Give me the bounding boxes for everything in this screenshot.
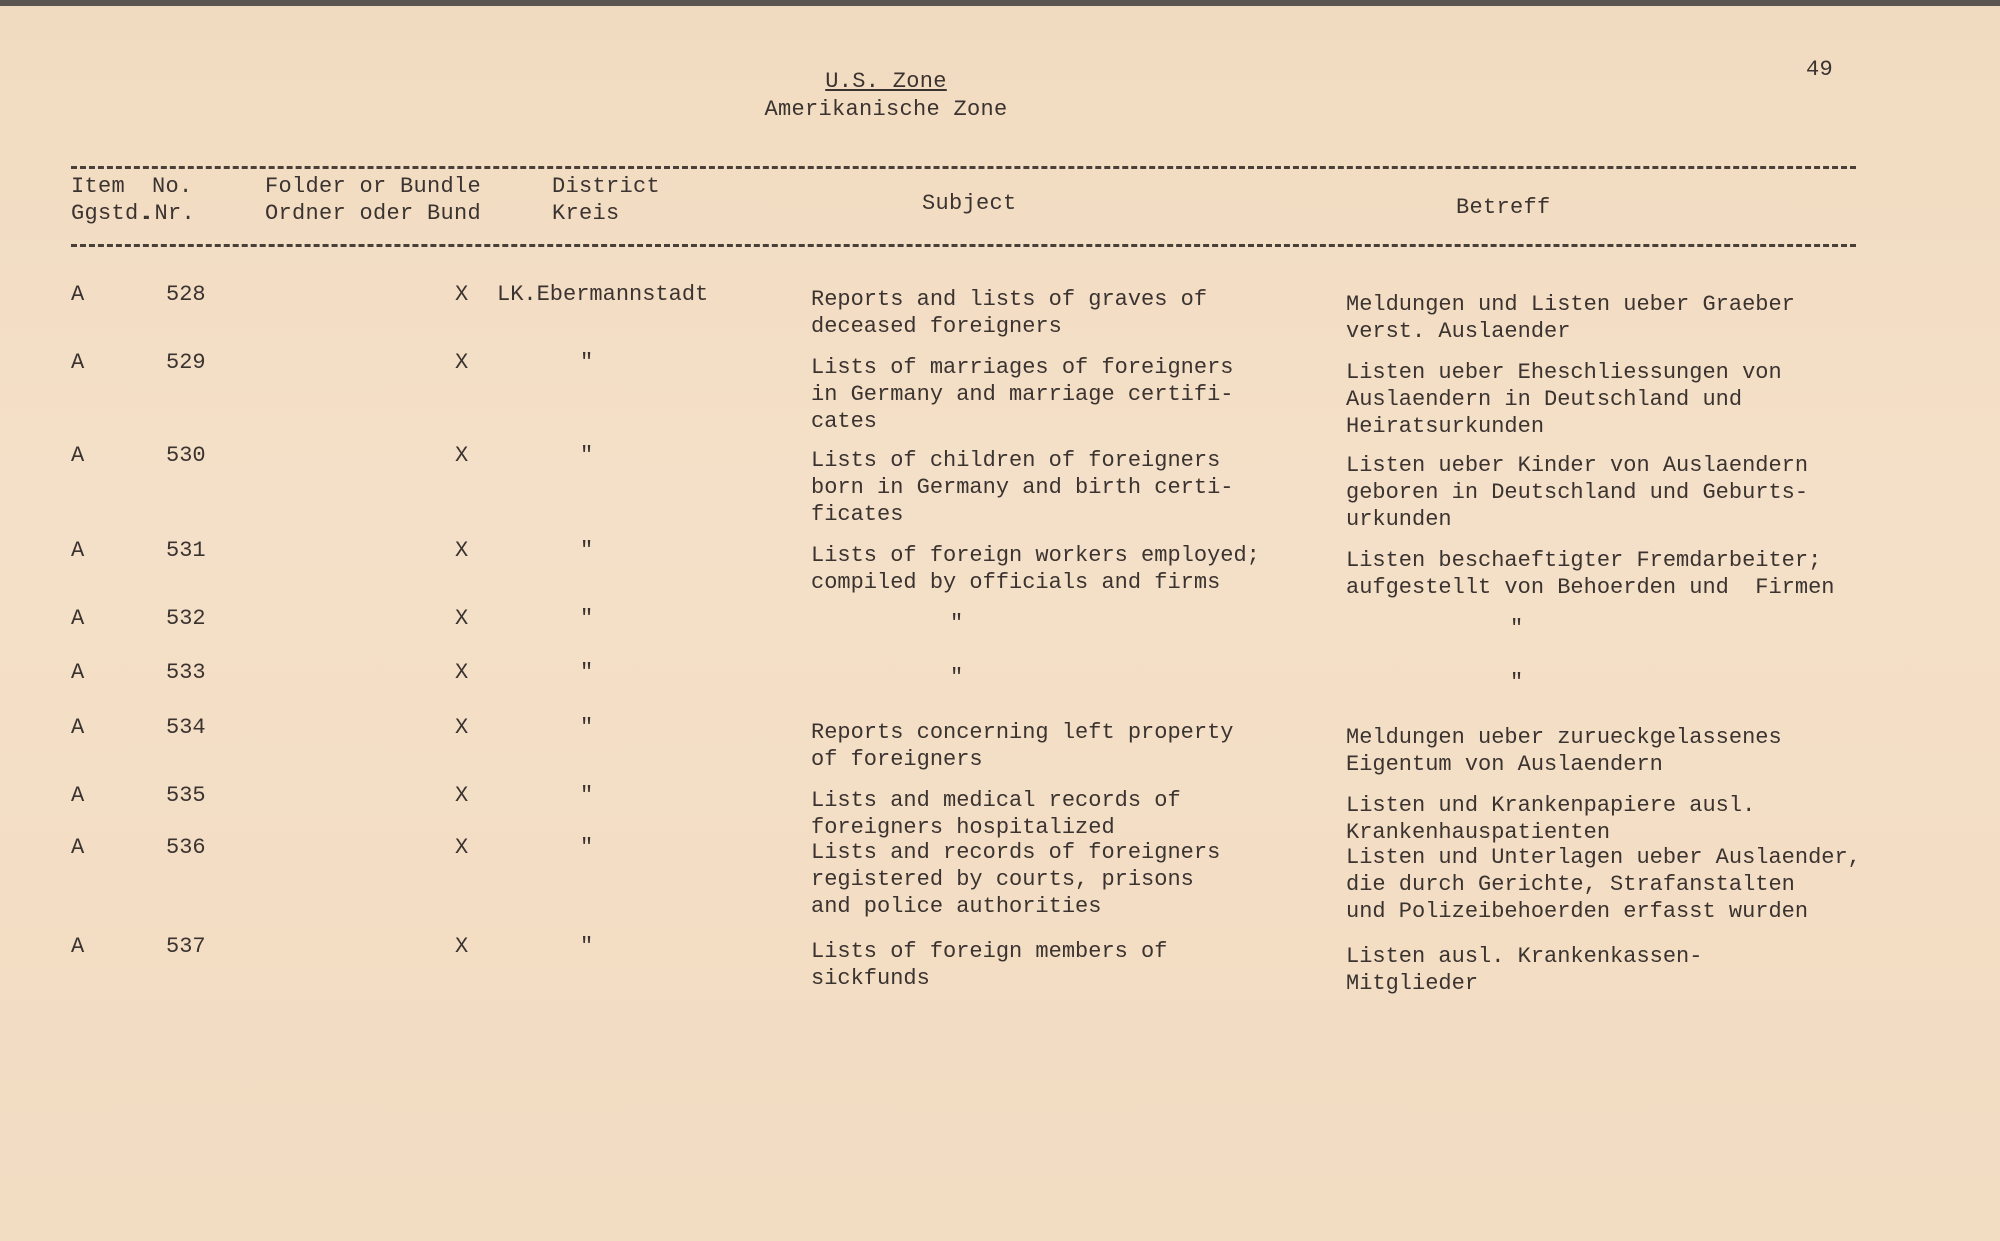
cell-district: " (580, 783, 594, 808)
cell-subject: Lists of foreign members of sickfunds (811, 939, 1168, 991)
cell-district: " (580, 660, 594, 685)
cell-betreff: Meldungen ueber zurueckgelassenes Eigentum von Auslaendern (1346, 725, 1782, 777)
cell-district: " (580, 606, 594, 631)
cell-district: " (580, 835, 594, 860)
header-subject: Subject (922, 191, 1017, 216)
cell-mark: X (455, 606, 469, 631)
header-bottom-rule (71, 244, 1856, 247)
cell-mark: X (455, 934, 469, 959)
cell-subject: Lists of children of foreigners born in Germany and birth certi- ficates (811, 448, 1234, 527)
cell-no: 534 (166, 715, 206, 740)
cell-betreff: Listen ueber Eheschliessungen von Auslaendern in Deutschland und Heiratsurkunden (1346, 360, 1782, 439)
cell-subject: " (950, 665, 964, 690)
cell-item: A (71, 606, 85, 631)
cell-item: A (71, 282, 85, 307)
header-top-rule (71, 166, 1856, 169)
header-district: District (552, 174, 661, 199)
cell-mark: X (455, 715, 469, 740)
header-no-de: .Nr. (141, 201, 196, 226)
header-district-de: Kreis (552, 201, 620, 226)
cell-item: A (71, 350, 85, 375)
cell-district: " (580, 443, 594, 468)
cell-subject: Lists and records of foreigners registered by courts, prisons and police authorities (811, 840, 1221, 919)
header-betreff: Betreff (1456, 195, 1551, 220)
cell-betreff: Listen und Krankenpapiere ausl. Krankenhauspatienten (1346, 793, 1756, 845)
cell-district: " (580, 715, 594, 740)
cell-item: A (71, 835, 85, 860)
cell-betreff: Listen ueber Kinder von Auslaendern geboren in Deutschland und Geburts- urkunden (1346, 453, 1809, 532)
cell-subject: Lists and medical records of foreigners hospitalized (811, 788, 1181, 840)
title-text: U.S. Zone (825, 69, 947, 94)
cell-betreff: Meldungen und Listen ueber Graeber verst. Auslaender (1346, 292, 1795, 344)
cell-no: 537 (166, 934, 206, 959)
cell-item: A (71, 538, 85, 563)
cell-district: LK.Ebermannstadt (497, 282, 709, 307)
header-item-de: Ggstd. (71, 201, 153, 226)
cell-subject: Lists of marriages of foreigners in Germany and marriage certifi- cates (811, 355, 1234, 434)
header-folder: Folder or Bundle (265, 174, 482, 199)
cell-no: 535 (166, 783, 206, 808)
cell-mark: X (455, 538, 469, 563)
header-folder-de: Ordner oder Bund (265, 201, 482, 226)
cell-subject: Reports and lists of graves of deceased foreigners (811, 287, 1208, 339)
cell-item: A (71, 934, 85, 959)
scan-top-edge (0, 0, 2000, 6)
cell-no: 530 (166, 443, 206, 468)
page-number: 49 (1806, 57, 1834, 82)
cell-item: A (71, 715, 85, 740)
cell-subject: " (950, 611, 964, 636)
page-subtitle: Amerikanische Zone (764, 97, 1008, 122)
cell-mark: X (455, 350, 469, 375)
header-item: Item (71, 174, 126, 199)
cell-mark: X (455, 835, 469, 860)
page-title (0, 68, 1772, 95)
cell-item: A (71, 660, 85, 685)
cell-mark: X (455, 443, 469, 468)
cell-mark: X (455, 783, 469, 808)
cell-no: 531 (166, 538, 206, 563)
cell-no: 532 (166, 606, 206, 631)
cell-betreff: Listen ausl. Krankenkassen- Mitglieder (1346, 944, 1703, 996)
cell-no: 536 (166, 835, 206, 860)
cell-district: " (580, 350, 594, 375)
cell-betreff: " (1510, 670, 1524, 695)
cell-subject: Reports concerning left property of foreigners (811, 720, 1234, 772)
cell-no: 529 (166, 350, 206, 375)
cell-no: 533 (166, 660, 206, 685)
cell-no: 528 (166, 282, 206, 307)
cell-district: " (580, 934, 594, 959)
cell-item: A (71, 783, 85, 808)
cell-betreff: Listen beschaeftigter Fremdarbeiter; aufgestellt von Behoerden und Firmen (1346, 548, 1835, 600)
cell-mark: X (455, 282, 469, 307)
cell-betreff: " (1510, 616, 1524, 641)
cell-betreff: Listen und Unterlagen ueber Auslaender, die durch Gerichte, Strafanstalten und Polizeibehoerden erfasst wurden (1346, 845, 1861, 924)
cell-mark: X (455, 660, 469, 685)
cell-subject: Lists of foreign workers employed; compiled by officials and firms (811, 543, 1260, 595)
cell-district: " (580, 538, 594, 563)
cell-item: A (71, 443, 85, 468)
header-no: No. (152, 174, 193, 199)
